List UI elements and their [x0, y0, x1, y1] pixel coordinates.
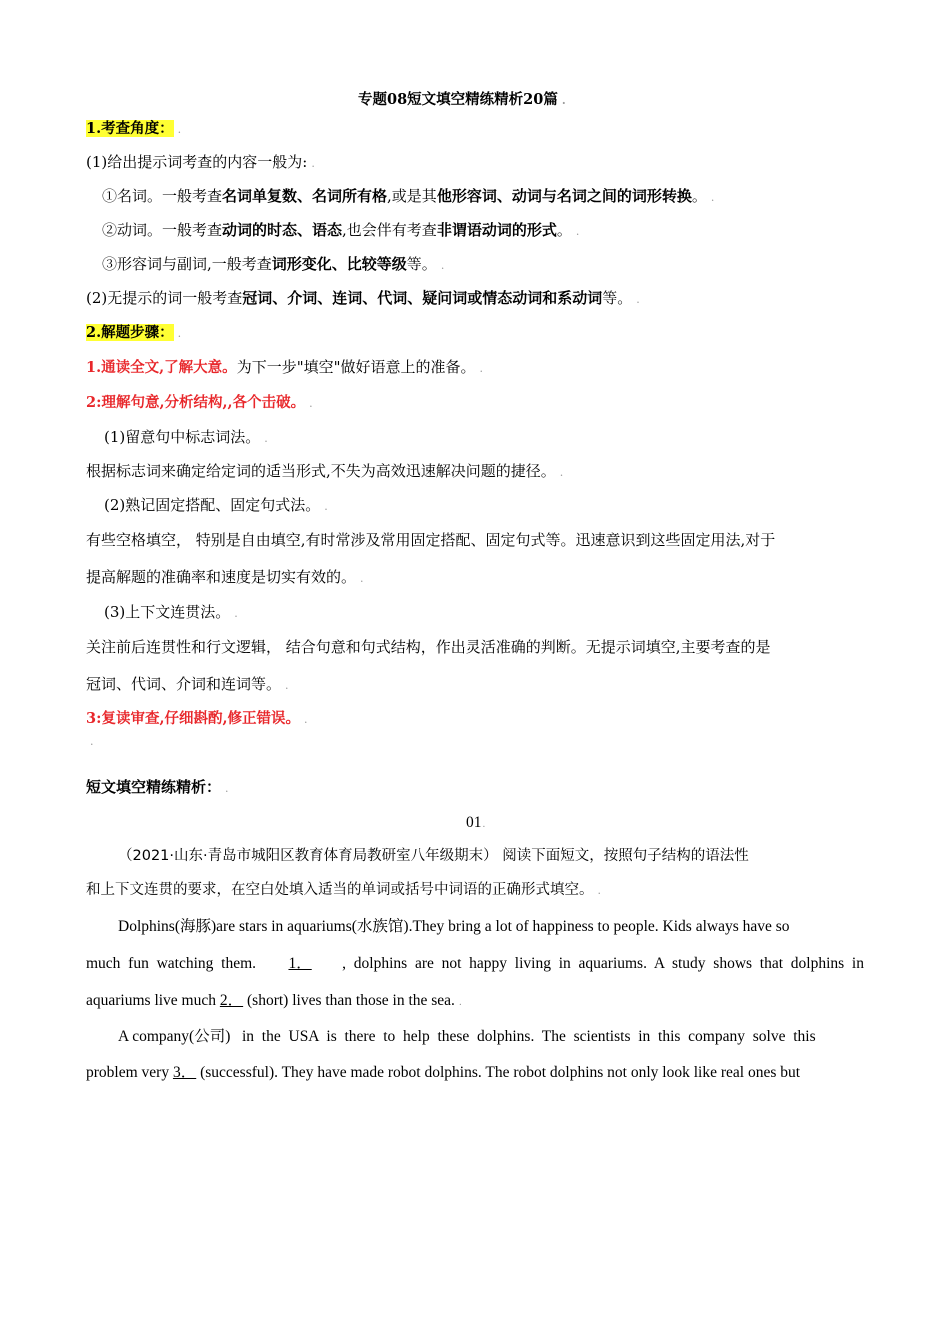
- page-title: 专题08短文填空精练精析20篇 .: [358, 91, 566, 108]
- blank-2[interactable]: 2．: [219, 992, 244, 1009]
- method-1-text: 根据标志词来确定给定词的适当形式,不失为高效迅速解决问题的捷径。 .: [86, 462, 564, 480]
- passage-p1-line2: much fun watching them. 1． , dolphins are not happy living in aquariums. A study shows that dolphins in: [86, 955, 864, 972]
- method-2-heading: (2)熟记固定搭配、固定句式法。 .: [104, 496, 328, 514]
- step-3: 3:复读审查,仔细斟酌,修正错误。 .: [86, 710, 308, 727]
- passage-source-line1: （2021·山东·青岛市城阳区教育体育局教研室八年级期末） 阅读下面短文，按照句子结构的语法性: [118, 848, 749, 864]
- section-heading-steps: 2.解题步骤： .: [86, 324, 182, 341]
- passage-p1-line3: aquariums live much 2． (short) lives than those in the sea. .: [86, 992, 462, 1009]
- angle-intro: (1)给出提示词考查的内容一般为: .: [86, 153, 315, 171]
- step-1: 1.通读全文,了解大意。为下一步"填空"做好语意上的准备。 .: [86, 358, 483, 376]
- angle-item-adj-adv: ③形容词与副词,一般考查词形变化、比较等级等。 .: [102, 255, 445, 273]
- practice-heading: 短文填空精练精析： .: [86, 778, 229, 796]
- blank-3[interactable]: 3．: [172, 1064, 197, 1081]
- method-3-text-line1: 关注前后连贯性和行文逻辑， 结合句意和句式结构，作出灵活准确的判断。无提示词填空,主要考查的是: [86, 638, 771, 656]
- passage-p1-line1: Dolphins(海豚)are stars in aquariums(水族馆).They bring a lot of happiness to people. Kids always have so: [118, 918, 790, 935]
- passage-p2-line2: problem very 3． (successful). They have made robot dolphins. The robot dolphins not only look like real ones but: [86, 1064, 801, 1081]
- angle-no-hint: (2)无提示的词一般考查冠词、介词、连词、代词、疑问词或情态动词和系动词等。 .: [86, 289, 640, 307]
- section-heading-angles: 1.考查角度： .: [86, 120, 182, 137]
- method-1-heading: (1)留意句中标志词法。 .: [104, 428, 268, 446]
- step-2: 2:理解句意,分析结构,,各个击破。 .: [86, 394, 313, 411]
- angle-item-noun: ①名词。一般考查名词单复数、名词所有格,或是其他形容词、动词与名词之间的词形转换。 .: [102, 187, 715, 205]
- passage-number: 01.: [466, 814, 486, 831]
- method-2-text-line2: 提高解题的准确率和速度是切实有效的。 .: [86, 568, 364, 586]
- paragraph-mark: .: [90, 735, 94, 748]
- blank-1[interactable]: 1．: [288, 955, 312, 972]
- method-3-text-line2: 冠词、代词、介词和连词等。 .: [86, 675, 289, 693]
- angle-item-verb: ②动词。一般考查动词的时态、语态,也会伴有考查非谓语动词的形式。 .: [102, 221, 580, 239]
- method-2-text-line1: 有些空格填空， 特别是自由填空,有时常涉及常用固定搭配、固定句式等。迅速意识到这些固定用法,对于: [86, 531, 776, 549]
- passage-source-line2: 和上下文连贯的要求，在空白处填入适当的单词或括号中词语的正确形式填空。 .: [86, 882, 601, 898]
- method-3-heading: (3)上下文连贯法。 .: [104, 603, 238, 621]
- passage-p2-line1: A company(公司) in the USA is there to help these dolphins. The scientists in this company solve this: [118, 1027, 816, 1045]
